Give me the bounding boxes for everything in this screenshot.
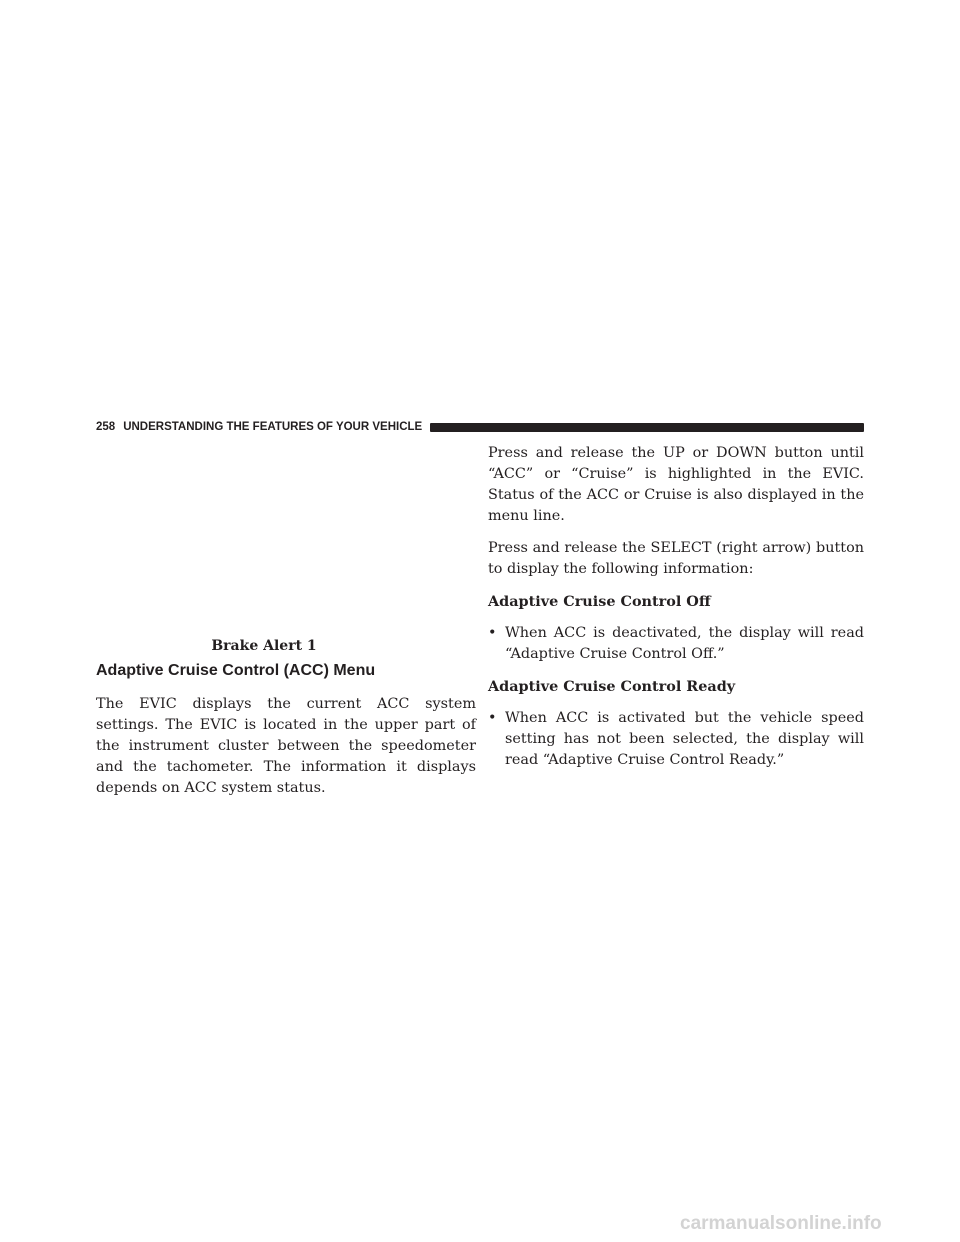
- section-heading: Adaptive Cruise Control (ACC) Menu: [96, 662, 376, 679]
- bullet-mark: •: [488, 710, 497, 726]
- bullet-acc-off: [488, 623, 864, 665]
- page-number: 258: [96, 421, 116, 433]
- running-title: UNDERSTANDING THE FEATURES OF YOUR VEHICLE: [123, 421, 423, 433]
- right-column: [488, 443, 864, 771]
- subheading-acc-ready: Adaptive Cruise Control Ready: [488, 678, 736, 695]
- bullet-text: When ACC is activated but the vehicle speed setting has not been selected, the display will read “Adaptive Cruise Control Ready.”: [505, 710, 864, 768]
- figure-caption: Brake Alert 1: [211, 638, 317, 654]
- left-column: [96, 660, 476, 799]
- bullet-text: When ACC is deactivated, the display will read “Adaptive Cruise Control Off.”: [505, 625, 864, 662]
- body-paragraph: The EVIC displays the current ACC system settings. The EVIC is located in the upper part of the instrument cluster between the speedometer and the tachometer. The information it displays depends on ACC system status.: [96, 696, 476, 796]
- header-rule: [430, 423, 864, 432]
- page-header: [96, 416, 864, 438]
- bullet-mark: •: [488, 625, 497, 641]
- body-paragraph-1: Press and release the UP or DOWN button until “ACC” or “Cruise” is highlighted in the EVIC. Status of the ACC or Cruise is also displayed in the menu line.: [488, 445, 864, 524]
- body-paragraph-2: Press and release the SELECT (right arrow) button to display the following information:: [488, 540, 864, 577]
- bullet-acc-ready: [488, 708, 864, 771]
- watermark: carmanualsonline.info: [680, 1210, 960, 1238]
- subheading-acc-off: Adaptive Cruise Control Off: [488, 593, 711, 610]
